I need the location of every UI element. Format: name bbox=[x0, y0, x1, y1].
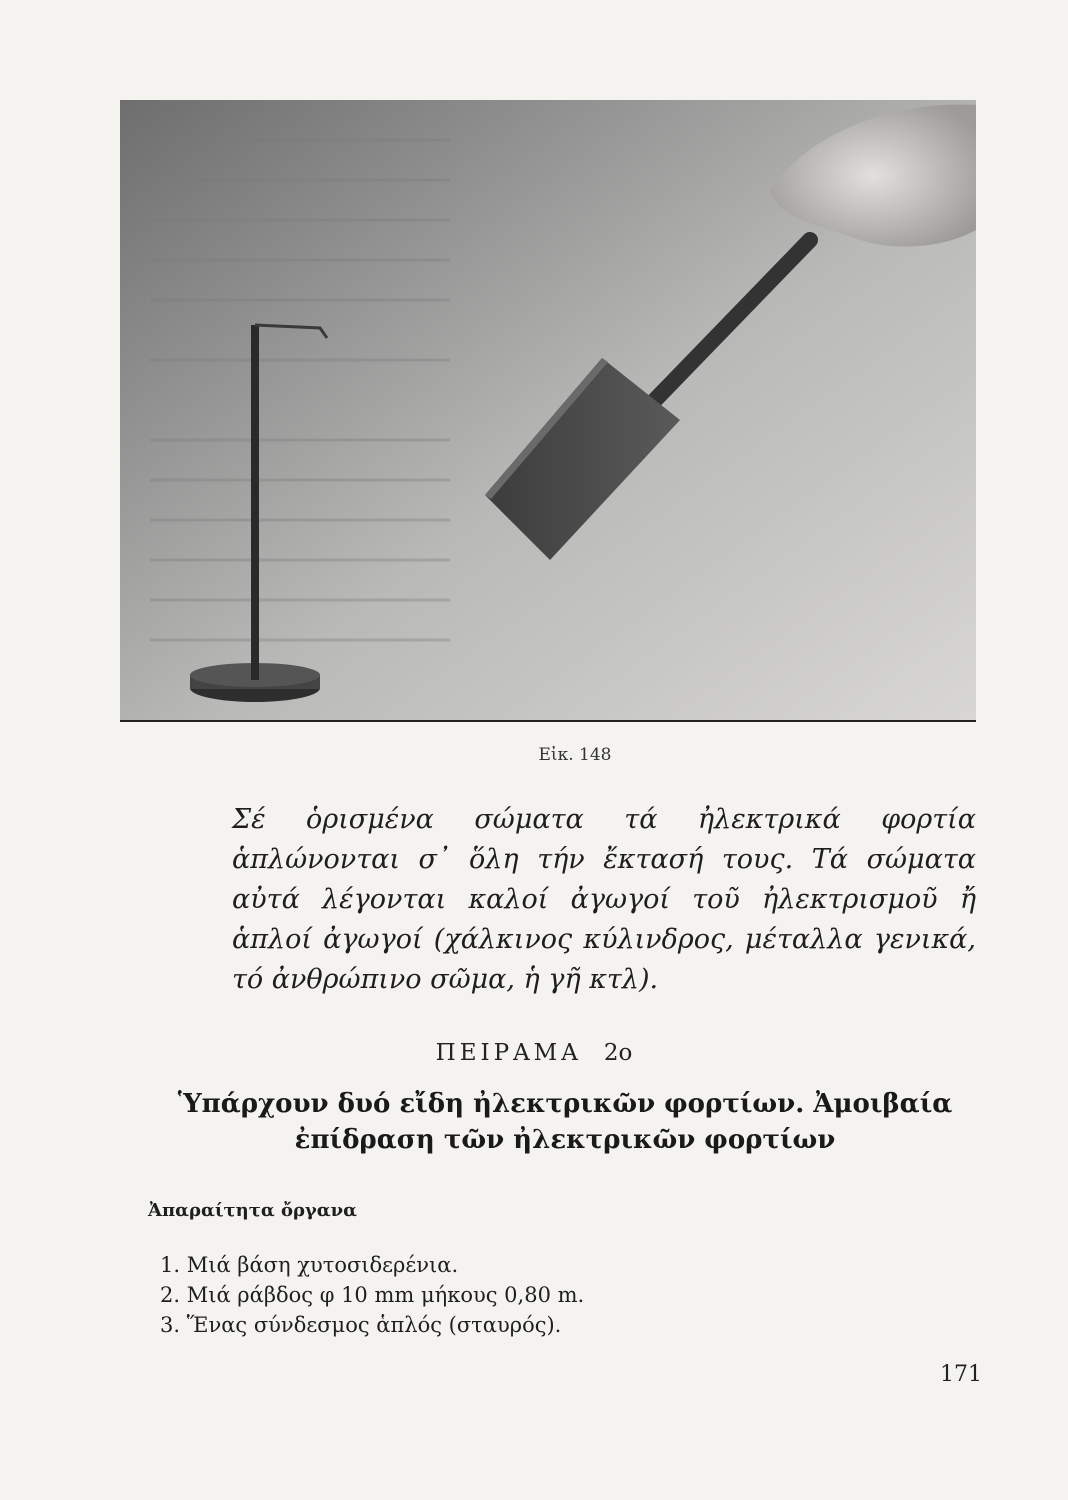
tools-heading: Ἀπαραίτητα ὄργανα bbox=[148, 1200, 358, 1221]
figure-caption: Εἰκ. 148 bbox=[538, 745, 612, 765]
body-paragraph: Σέ ὁρισμένα σώματα τά ἠλεκτρικά φορτία ἁπλώνονται σ᾿ ὅλη τήν ἔκτασή τους. Τά σώματα αὐτά λέγονται καλοί ἀγωγοί τοῦ ἠλεκτρισμοῦ ἤ ἁπλοί ἀγωγοί (χάλκινος κύλινδρος, μέταλλα γενικά, τό ἀνθρώπινο σῶμα, ἡ γῆ κτλ). bbox=[232, 804, 976, 995]
figure-148-illustration bbox=[120, 100, 976, 720]
experiment-heading bbox=[0, 1040, 1068, 1066]
list-item: 1. Μιά βάση χυτοσιδερένια. bbox=[160, 1253, 459, 1277]
tools-list bbox=[160, 1250, 584, 1340]
figure-photo bbox=[120, 100, 976, 722]
list-item: 3. Ἕνας σύνδεσμος ἁπλός (σταυρός). bbox=[160, 1313, 562, 1337]
page-number: 171 bbox=[940, 1362, 982, 1387]
experiment-label: ΠΕΙΡΑΜΑ bbox=[435, 1040, 582, 1066]
experiment-title: Ὑπάρχουν δυό εἴδη ἠλεκτρικῶν φορτίων. Ἀμοιβαία ἐπίδραση τῶν ἠλεκτρικῶν φορτίων bbox=[177, 1089, 953, 1155]
experiment-number: 2ο bbox=[603, 1040, 633, 1066]
list-item: 2. Μιά ράβδος φ 10 mm μήκους 0,80 m. bbox=[160, 1283, 585, 1307]
